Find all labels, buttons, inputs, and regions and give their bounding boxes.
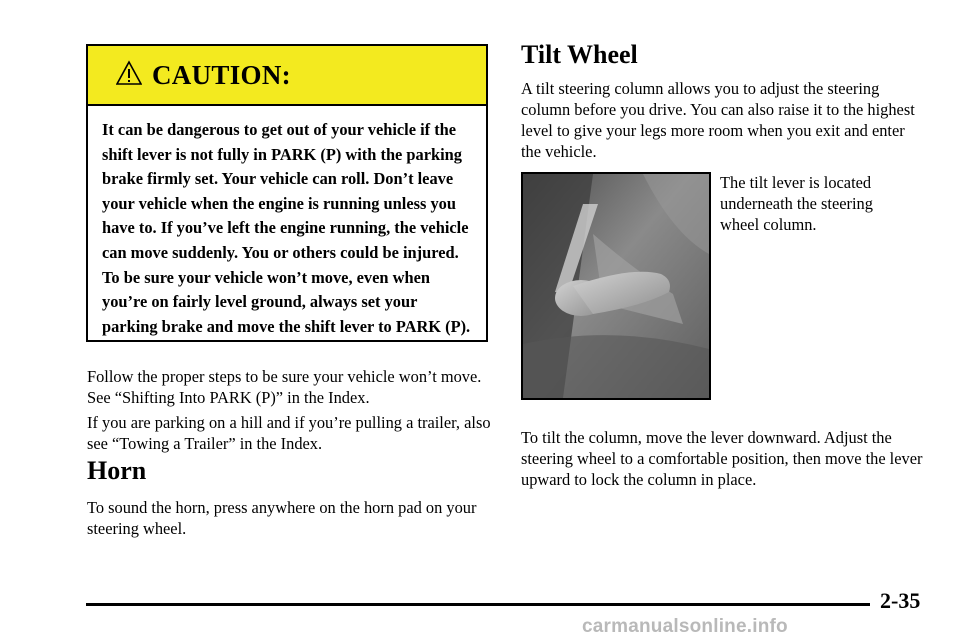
caution-header [88,46,486,106]
page-number: 2-35 [880,588,921,613]
tilt-lever-photo [521,172,711,400]
tilt-intro-paragraph: A tilt steering column allows you to adjust the steering column before you drive. You can also raise it to the highest level to give your legs more room when you exit and enter the vehicle. [521,79,915,161]
tilt-wheel-heading: Tilt Wheel [521,40,638,69]
horn-heading: Horn [87,456,147,485]
hill-parking-paragraph: If you are parking on a hill and if you’re pulling a trailer, also see “Towing a Trailer” in the Index. [87,413,491,453]
caution-title: CAUTION: [152,59,291,90]
watermark: carmanualsonline.info [582,616,788,637]
caution-box [86,44,488,342]
warning-triangle-icon [116,60,152,91]
caution-text: It can be dangerous to get out of your vehicle if the shift lever is not fully in PARK (P) with the parking brake firmly set. Your vehicle can roll. Don’t leave your vehicle when the engine is running unless you have to. If you’ve left the engine running, the vehicle can move suddenly. You or others could be injured. To be sure your vehicle won’t move, even when you’re on fairly level ground, always set your parking brake and move the shift lever to PARK (P). [102,120,471,336]
tilt-instructions-paragraph: To tilt the column, move the lever downward. Adjust the steering wheel to a comfortable position, then move the lever upward to lock the column in place. [521,428,923,489]
footer-rule [86,603,870,606]
park-steps-paragraph: Follow the proper steps to be sure your vehicle won’t move. See “Shifting Into PARK (P)” in the Index. [87,367,482,407]
horn-paragraph: To sound the horn, press anywhere on the horn pad on your steering wheel. [87,498,477,538]
photo-caption: The tilt lever is located underneath the steering wheel column. [720,173,873,234]
